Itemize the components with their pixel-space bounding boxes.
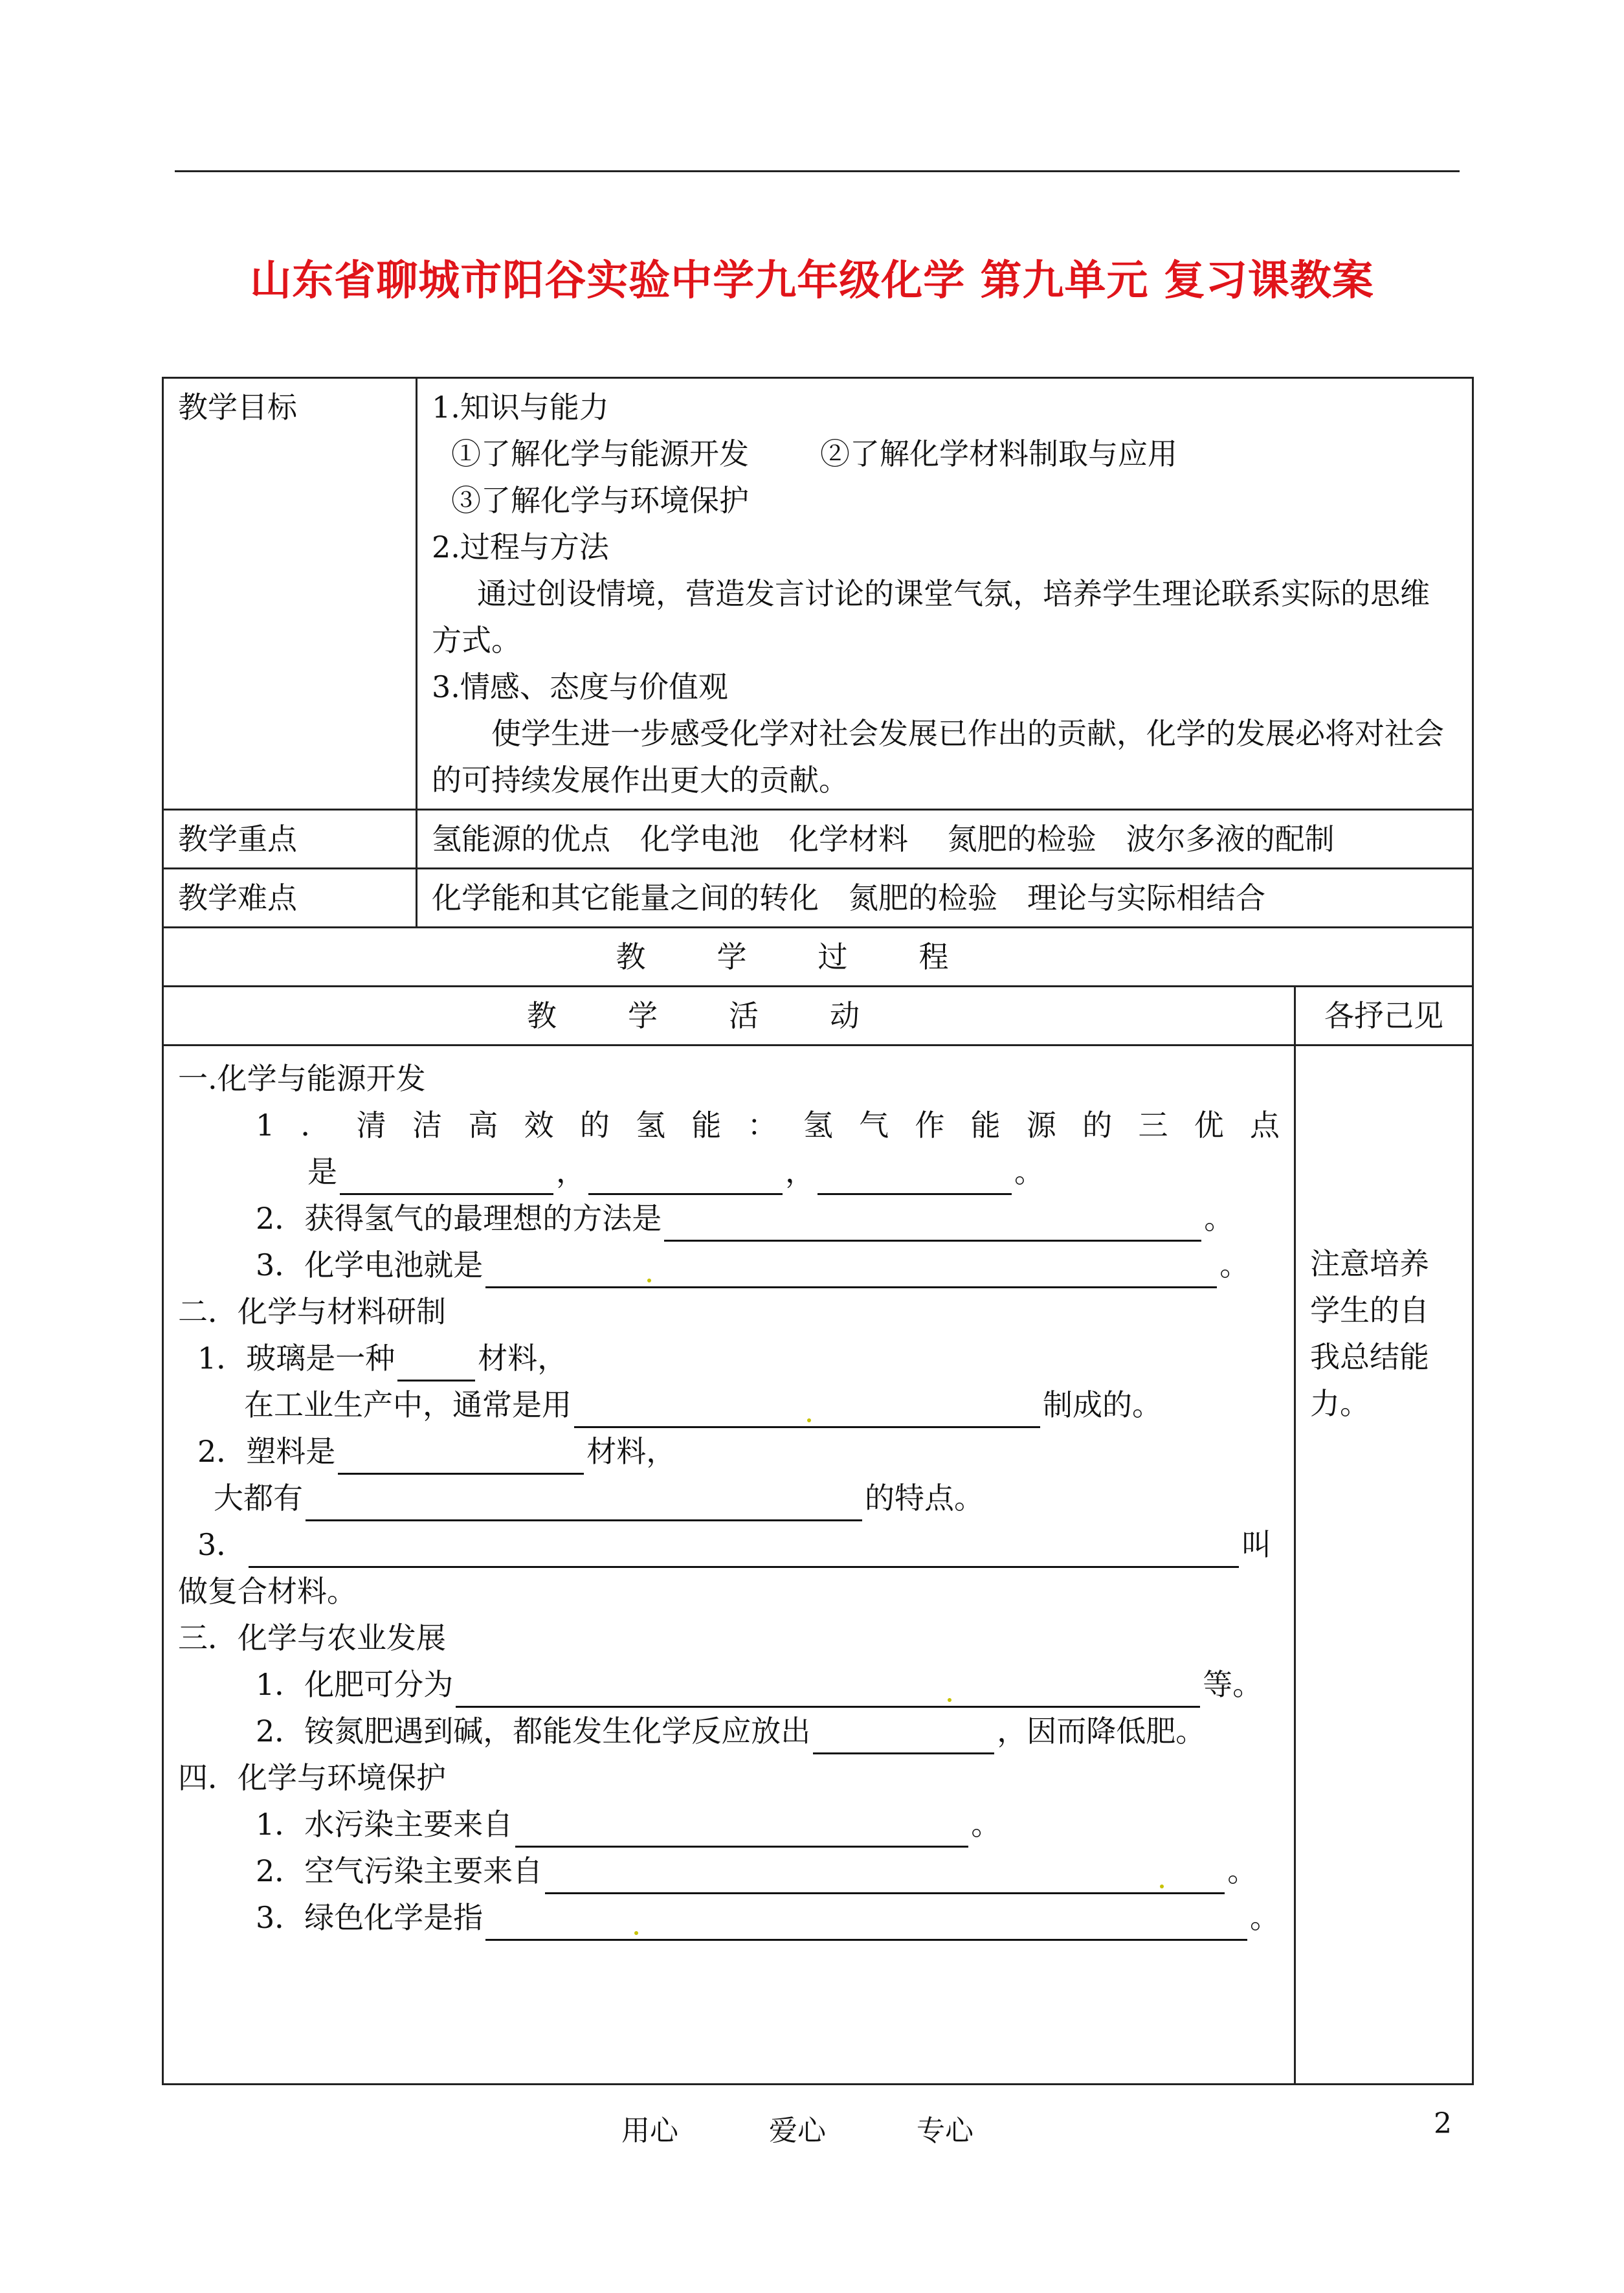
footer-motto-item: 用心 [621,2114,678,2147]
question-line: 1．清洁高效的氢能：氢气作能源的三优点 [256,1108,1280,1143]
difficulties-row [163,869,1473,928]
question-line: 在工业生产中，通常是用 制成的。 [178,1381,1280,1428]
goal-paragraph: 通过创设情境，营造发言讨论的课堂气氛，培养学生理论联系实际的思维方式。 [432,576,1430,658]
section-heading: 四．化学与环境保护 [178,1760,446,1795]
goal-paragraph: 使学生进一步感受化学对社会发展已作出的贡献，化学的发展必将对社会的可持续发展作出更大的贡献。 [432,716,1444,798]
question-line: 3．绿色化学是指 。 [178,1894,1280,1941]
question-line: 是 ， ， 。 [178,1148,1280,1195]
page-number: 2 [1434,2107,1452,2140]
footer-motto-item: 爱心 [769,2114,826,2147]
answer-blank[interactable] [515,1813,968,1848]
answer-blank[interactable] [249,1534,1239,1568]
goal-line: 1.知识与能力 [432,390,609,425]
answer-blank[interactable] [818,1161,1012,1195]
process-header: 教学过程 [163,928,1473,987]
question-line: 1．玻璃是一种 材料， [178,1335,1280,1381]
goals-row [163,378,1473,810]
key-points-text: 氢能源的优点 化学电池 化学材料 氮肥的检验 波尔多液的配制 [417,810,1473,869]
question-line: 做复合材料。 [178,1574,357,1609]
footer-motto-item: 专心 [917,2114,973,2147]
lesson-plan-table [162,377,1474,2085]
activity-content [163,1046,1295,2085]
answer-blank[interactable] [664,1207,1201,1242]
answer-blank[interactable] [813,1720,994,1754]
difficulties-label: 教学难点 [163,869,417,928]
question-line: 3． 叫 [178,1521,1280,1568]
goal-line: ③了解化学与环境保护 [451,483,749,518]
process-header-row [163,928,1473,987]
goal-line: 2.过程与方法 [432,530,609,565]
activity-header-row [163,987,1473,1046]
key-points-label: 教学重点 [163,810,417,869]
notes-header: 各抒己见 [1295,987,1473,1046]
answer-blank[interactable] [338,1440,584,1475]
question-line: 2．塑料是 材料， [178,1428,1280,1475]
answer-blank[interactable] [397,1347,475,1381]
section-heading: 三．化学与农业发展 [178,1620,446,1655]
question-line: 大都有 的特点。 [178,1475,1280,1521]
answer-blank[interactable] [340,1161,553,1195]
goals-content [417,378,1473,810]
answer-blank[interactable] [306,1487,862,1521]
header-rule [175,170,1460,172]
difficulties-text: 化学能和其它能量之间的转化 氮肥的检验 理论与实际相结合 [417,869,1473,928]
page-title: 山东省聊城市阳谷实验中学九年级化学 第九单元 复习课教案 [250,257,1374,305]
question-line: 2．获得氢气的最理想的方法是 。 [178,1195,1280,1242]
answer-blank[interactable] [485,1254,1217,1288]
notes-content: 注意培养学生的自我总结能力。 [1295,1046,1473,2085]
answer-blank[interactable] [456,1673,1200,1708]
footer-motto [621,2107,1064,2149]
activity-body-row [163,1046,1473,2085]
section-heading: 二．化学与材料研制 [178,1294,446,1329]
key-points-row [163,810,1473,869]
answer-blank[interactable] [588,1161,783,1195]
question-line: 2．铵氮肥遇到碱，都能发生化学反应放出 ，因而降低肥。 [178,1708,1280,1754]
answer-blank[interactable] [545,1860,1225,1894]
question-line: 1．水污染主要来自 。 [178,1801,1280,1848]
answer-blank[interactable] [574,1394,1040,1428]
activity-header: 教学活动 [163,987,1295,1046]
question-line: 3．化学电池就是 。 [178,1242,1280,1288]
question-line: 1．化肥可分为 等。 [178,1661,1280,1708]
goals-label: 教学目标 [163,378,417,810]
goal-line: 3.情感、态度与价值观 [432,669,728,704]
question-line: 2．空气污染主要来自 。 [178,1848,1280,1894]
section-heading: 一.化学与能源开发 [178,1061,426,1096]
answer-blank[interactable] [485,1907,1247,1941]
goal-line: ①了解化学与能源开发 ②了解化学材料制取与应用 [451,436,1177,471]
